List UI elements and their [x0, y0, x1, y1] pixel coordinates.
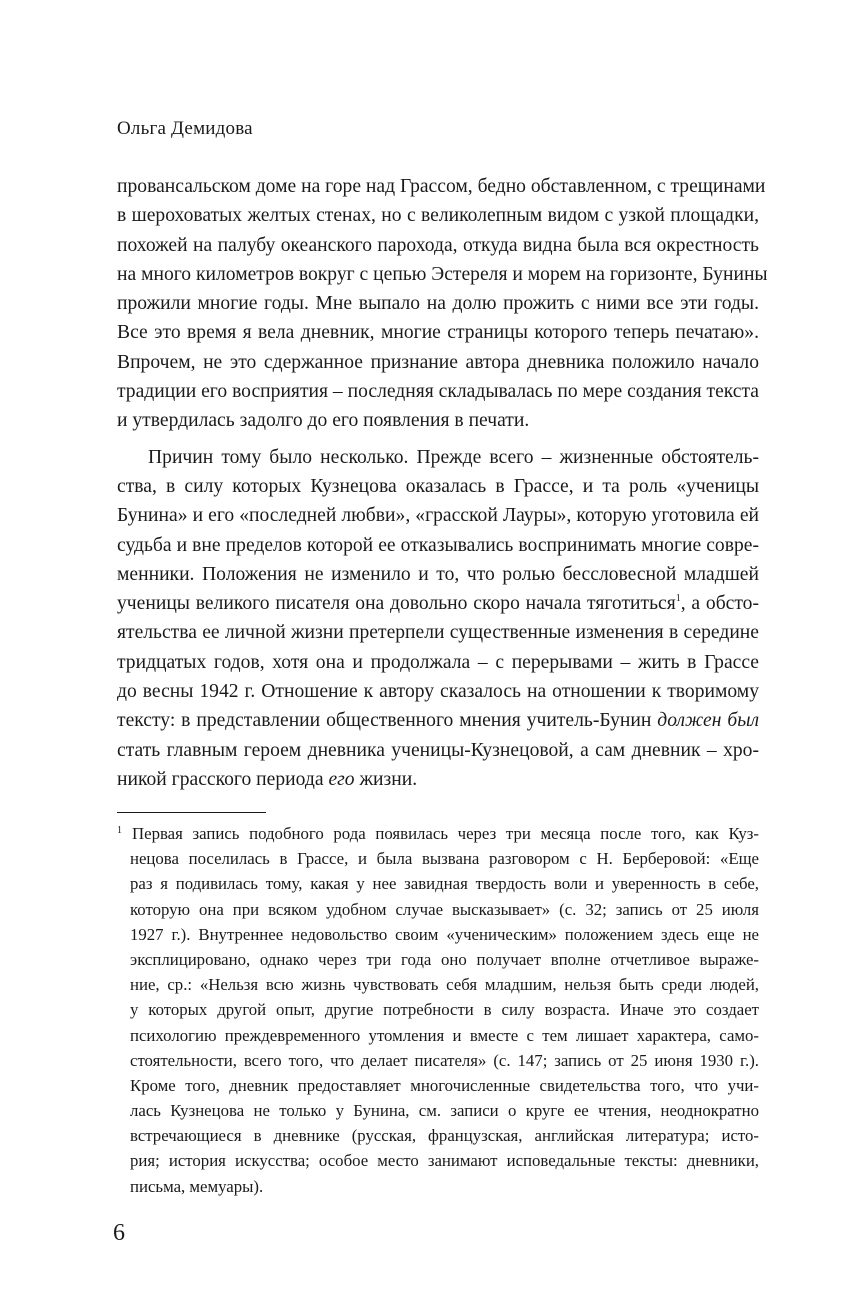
footnote-line: эксплицировано, однако через три года оно получает вполне отчетливое выраже- [130, 949, 759, 969]
footnote-line: Кроме того, дневник предоставляет многочисленные свидетельства того, что учи- [130, 1075, 759, 1095]
text-segment: тексту: в представлении общественного мнения учитель-Бунин [117, 710, 658, 732]
text-line: до весны 1942 г. Отношение к автору сказалось на отношении к творимому [117, 681, 759, 703]
text-line: Впрочем, не это сдержанное признание автора дневника положило начало [117, 351, 759, 373]
footnote-line: стоятельности, всего того, что делает писателя» (с. 147; запись от 25 июня 1930 г.). [130, 1050, 759, 1070]
text-segment: , а обсто- [680, 593, 759, 615]
text-line: ства, в силу которых Кузнецова оказалась в Грассе, и та роль «ученицы [117, 475, 759, 497]
main-text [117, 172, 768, 794]
footnote-line: лась Кузнецова не только у Бунина, см. записи о круге ее чтения, неоднократно [130, 1101, 759, 1121]
text-line: тридцатых годов, хотя она и продолжала – с перерывами – жить в Грассе [117, 651, 759, 673]
page-number: 6 [113, 1220, 125, 1246]
text-line: Все это время я вела дневник, многие страницы которого теперь печатаю». [117, 322, 759, 344]
text-line: похожей на палубу океанского парохода, откуда видна была вся окрестность [117, 234, 759, 256]
text-line: провансальском доме на горе над Грассом, бедно обставленном, с трещинами [117, 176, 766, 197]
footnote-divider [117, 812, 266, 813]
footnote-line: рия; история искусства; особое место занимают исповедальные тексты: дневники, [130, 1151, 759, 1171]
text-line: традиции его восприятия – последняя складывалась по мере создания текста [117, 381, 759, 403]
text-line: и утвердилась задолго до его появления в печати. [117, 410, 530, 432]
footnote-reference[interactable]: 1 [675, 593, 681, 605]
footnote-line: раз я подивилась тому, какая у нее завидная твердость воли и уверенность в себе, [130, 874, 759, 894]
text-line [117, 589, 759, 618]
footnote [117, 821, 759, 1199]
text-line: менники. Положения не изменило и то, что ролью бессловесной младшей [117, 563, 759, 585]
footnote-line: психологию преждевременного утомления и вместе с тем лишает характера, само- [130, 1025, 759, 1045]
text-segment: Первая запись подобного рода появилась через три месяца после того, как Куз- [132, 824, 759, 843]
running-head-author: Ольга Демидова [117, 118, 253, 139]
text-segment: жизни. [354, 768, 418, 790]
emphasis: его [328, 768, 355, 790]
text-segment: ученицы великого писателя она довольно скоро начала тяготиться [117, 593, 676, 615]
text-line: прожили многие годы. Мне выпало на долю прожить с ними все эти годы. [117, 293, 759, 315]
text-line: в шероховатых желтых стенах, но с великолепным видом с узкой площадки, [117, 205, 759, 227]
footnote-line: у которых другой опыт, другие потребности в силу возраста. Иначе это создает [130, 1000, 759, 1020]
text-line: судьба и вне пределов которой ее отказывались воспринимать многие совре- [117, 534, 759, 556]
text-line [117, 706, 759, 735]
text-line: Бунина» и его «последней любви», «грасской Лауры», которую уготовила ей [117, 505, 759, 527]
footnote-line: которую она при всяком удобном случае высказывает» (с. 32; запись от 25 июля [130, 899, 759, 919]
text-line [117, 765, 759, 794]
footnote-line: письма, мемуары). [130, 1176, 264, 1196]
footnote-line: нецова поселилась в Грассе, и была вызвана разговором с Н. Берберовой: «Еще [130, 849, 759, 869]
footnote-line: 1 Первая запись подобного рода появилась через три месяца после того, как Куз- [117, 824, 759, 843]
text-line: стать главным героем дневника ученицы-Кузнецовой, а сам дневник – хро- [117, 739, 759, 761]
footnote-line: ние, ср.: «Нельзя всю жизнь чувствовать себя младшим, нельзя быть среди людей, [130, 975, 759, 995]
footnote-line: встречающиеся в дневнике (русская, французская, английская литература; исто- [130, 1126, 759, 1146]
footnote-line: 1927 г.). Внутреннее недовольство своим «ученическим» положением здесь еще не [130, 924, 759, 944]
text-line: ятельства ее личной жизни претерпели существенные изменения в середине [117, 622, 759, 644]
text-line: Причин тому было несколько. Прежде всего – жизненные обстоятель- [148, 446, 759, 468]
emphasis: должен был [657, 710, 760, 732]
text-segment: никой грасского периода [117, 768, 329, 790]
text-line: на много километров вокруг с цепью Эстереля и морем на горизонте, Бунины [117, 263, 768, 285]
